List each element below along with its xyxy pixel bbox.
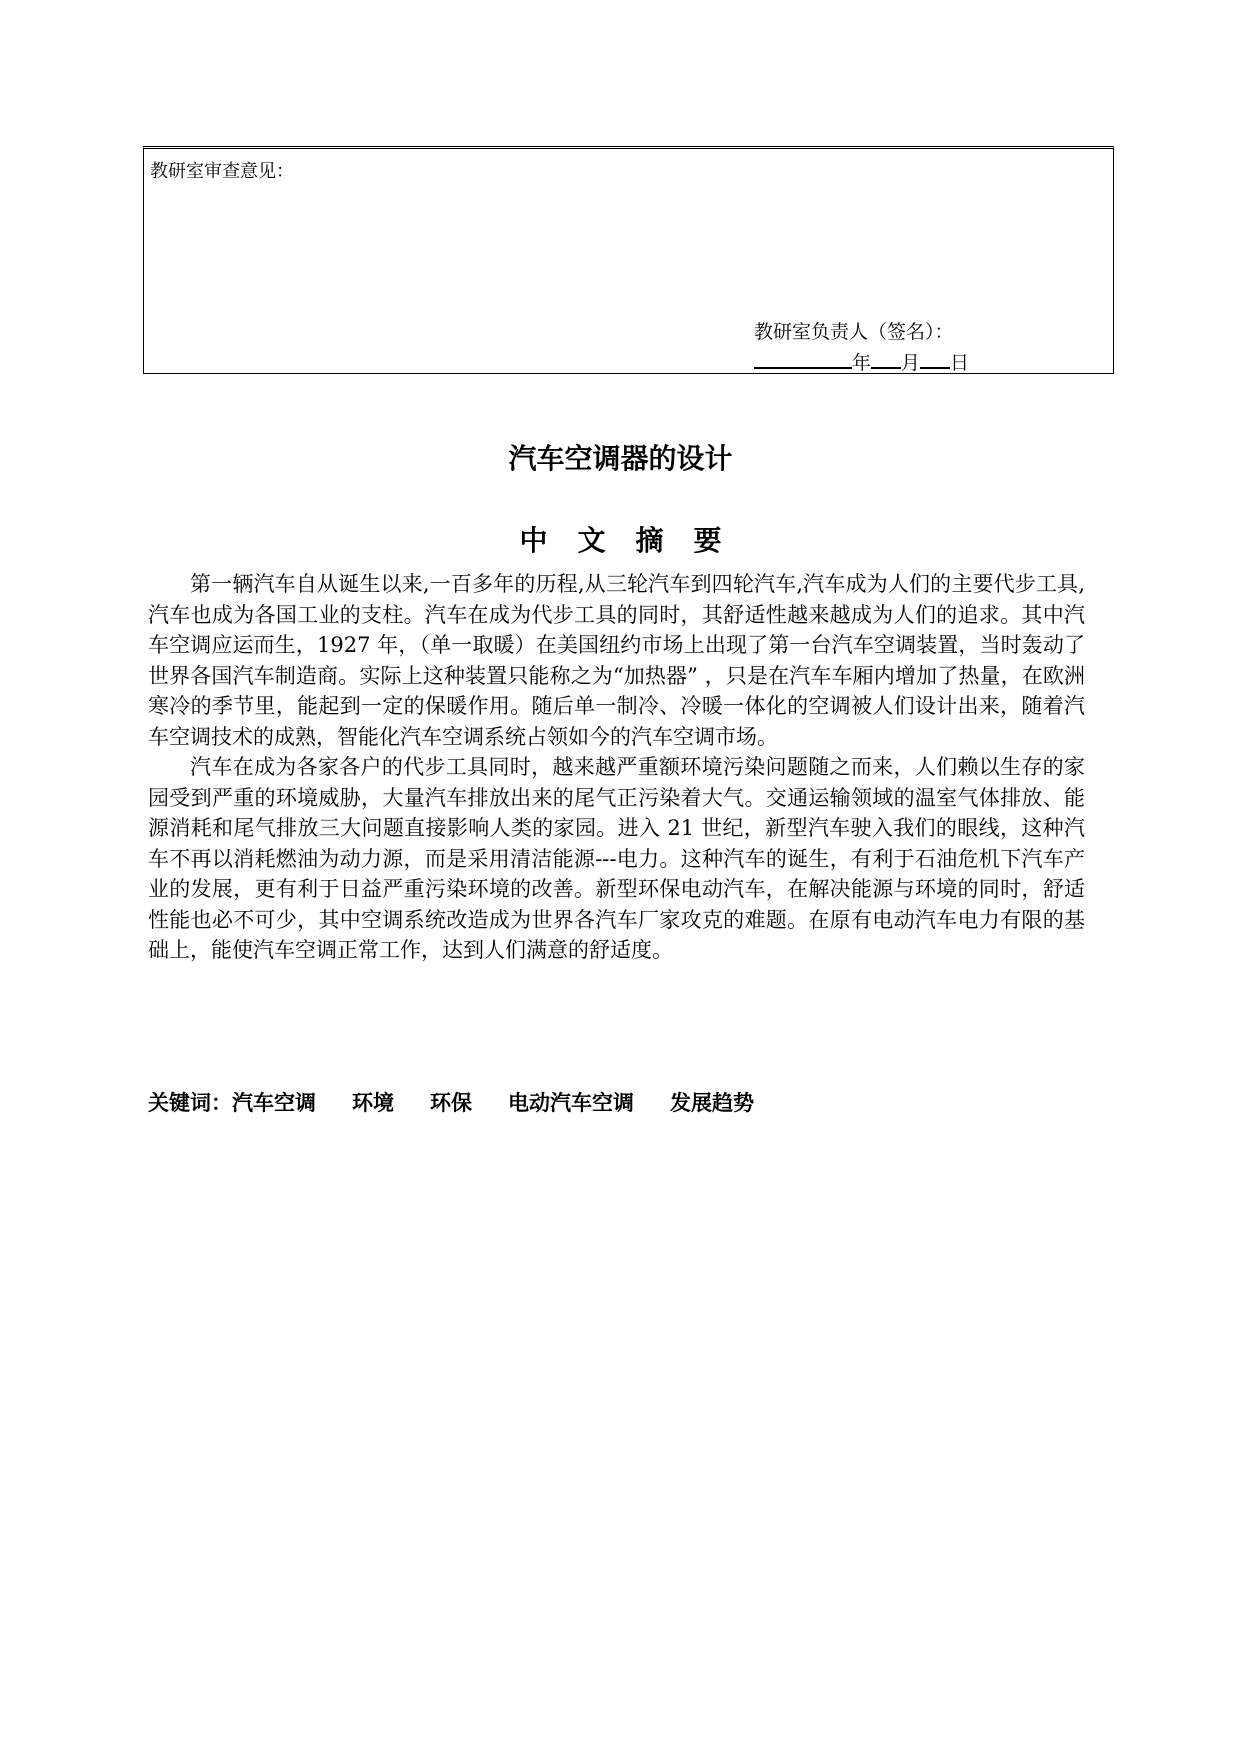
abstract-body [148,569,1085,966]
abstract-heading: 中文摘要 [519,524,752,557]
keyword: 汽车空调 [232,1091,316,1115]
abstract-paragraph: 第一辆汽车自从诞生以来,一百多年的历程,从三轮汽车到四轮汽车,汽车成为人们的主要代步工具,汽车也成为各国工业的支柱。汽车在成为代步工具的同时，其舒适性越来越成为人们的追求。其中汽车空调应运而生，1927 年，（单一取暖）在美国纽约市场上出现了第一台汽车空调装置，当时轰动了世界各国汽车制造商。实际上这种装置只能称之为“加热器” ，只是在汽车车厢内增加了热量，在欧洲寒冷的季节里，能起到一定的保暖作用。随后单一制冷、冷暖一体化的空调被人们设计出来，随着汽车空调技术的成熟，智能化汽车空调系统占领如今的汽车空调市场。 [148,572,1085,749]
abstract-paragraph: 汽车在成为各家各户的代步工具同时，越来越严重额环境污染问题随之而来，人们赖以生存的家园受到严重的环境威胁，大量汽车排放出来的尾气正污染着大气。交通运输领域的温室气体排放、能源消耗和尾气排放三大问题直接影响人类的家园。进入 21 世纪，新型汽车驶入我们的眼线，这种汽车不再以消耗燃油为动力源，而是采用清洁能源---电力。这种汽车的诞生，有利于石油危机下汽车产业的发展，更有利于日益严重污染环境的改善。新型环保电动汽车，在解决能源与环境的同时，舒适性能也必不可少，其中空调系统改造成为世界各汽车厂家攻克的难题。在原有电动汽车电力有限的基础上，能使汽车空调正常工作，达到人们满意的舒适度。 [148,755,1085,962]
keyword: 电动汽车空调 [508,1091,634,1115]
year-blank [754,349,852,369]
keywords-label: 关键词： [148,1091,232,1115]
date-line [754,348,969,375]
keywords-line [148,1087,790,1117]
day-label: 日 [950,352,970,374]
keyword: 环境 [352,1091,394,1115]
month-blank [871,349,901,369]
review-comments-box [143,146,1114,374]
keyword: 环保 [430,1091,472,1115]
document-title: 汽车空调器的设计 [508,442,733,475]
review-comments-label: 教研室审查意见： [150,161,294,182]
month-label: 月 [901,352,921,374]
keyword: 发展趋势 [670,1091,754,1115]
signer-label: 教研室负责人（签名）： [754,321,954,343]
year-label: 年 [852,352,872,374]
day-blank [920,349,950,369]
